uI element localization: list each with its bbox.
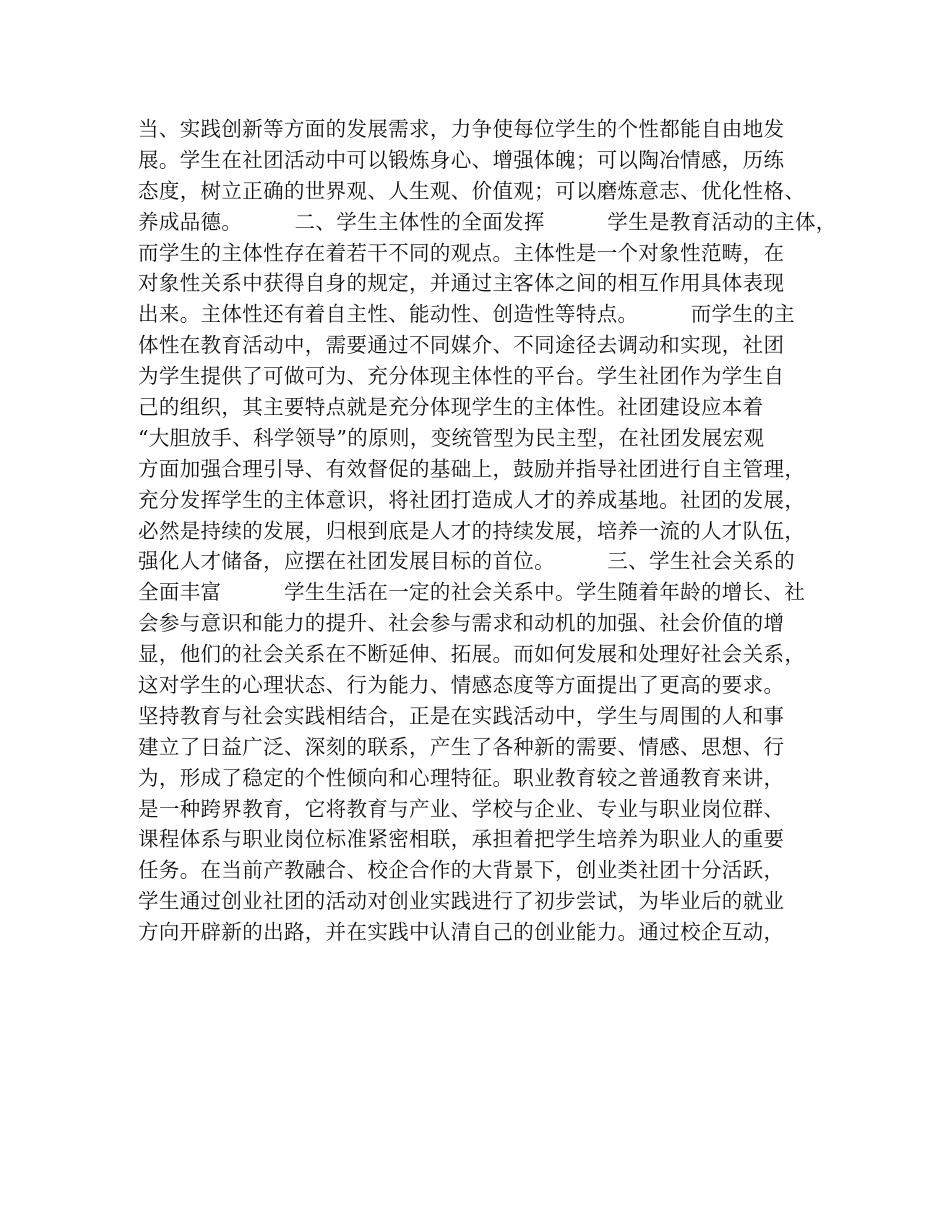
text-line: 展。学生在社团活动中可以锻炼身心、增强体魄；可以陶冶情感，历练 [138,147,785,172]
text-line: 当、实践创新等方面的发展需求，力争使每位学生的个性都能自由地发 [138,117,785,141]
text-line: 对象性关系中获得自身的规定，并通过主客体之间的相互作用具体表现 [138,271,785,296]
text-line: 体性在教育活动中，需要通过不同媒介、不同途径去调动和实现，社团 [138,333,785,358]
text-line: 必然是持续的发展，归根到底是人才的持续发展，培养一流的人才队伍， [138,518,806,543]
text-line: 己的组织，其主要特点就是充分体现学生的主体性。社团建设应本着 [138,395,764,420]
text-line: 方向开辟新的出路，并在实践中认清自己的创业能力。通过校企互动， [138,920,785,945]
text-line: 充分发挥学生的主体意识，将社团打造成人才的养成基地。社团的发展， [138,487,806,512]
text-line: 态度，树立正确的世界观、人生观、价值观；可以磨炼意志、优化性格、 [138,178,806,203]
text-line: 任务。在当前产教融合、校企合作的大背景下，创业类社团十分活跃， [138,858,785,883]
text-line: 课程体系与职业岗位标准紧密相联，承担着把学生培养为职业人的重要 [138,827,785,852]
text-line: 为，形成了稳定的个性倾向和心理特征。职业教育较之普通教育来讲， [138,765,785,790]
text-line: 出来。主体性还有着自主性、能动性、创造性等特点。 而学生的主 [138,302,795,327]
text-line: 养成品德。 二、学生主体性的全面发挥 学生是教育活动的主体， [138,209,837,234]
text-line: 坚持教育与社会实践相结合，正是在实践活动中，学生与周围的人和事 [138,703,785,728]
text-line: 会参与意识和能力的提升、社会参与需求和动机的加强、社会价值的增 [138,611,785,636]
text-line: 学生通过创业社团的活动对创业实践进行了初步尝试，为毕业后的就业 [138,889,785,914]
text-line: “大胆放手、科学领导”的原则，变统管型为民主型，在社团发展宏观 [138,425,765,450]
text-line: 全面丰富 学生生活在一定的社会关系中。学生随着年龄的增长、社 [138,580,806,605]
text-line: 而学生的主体性存在着若干不同的观点。主体性是一个对象性范畴，在 [138,240,785,265]
text-line: 强化人才储备，应摆在社团发展目标的首位。 三、学生社会关系的 [138,549,795,574]
text-line: 建立了日益广泛、深刻的联系，产生了各种新的需要、情感、思想、行 [138,734,785,759]
text-line: 是一种跨界教育，它将教育与产业、学校与企业、专业与职业岗位群、 [138,796,785,821]
text-line: 这对学生的心理状态、行为能力、情感态度等方面提出了更高的要求。 [138,673,785,698]
text-line: 为学生提供了可做可为、充分体现主体性的平台。学生社团作为学生自 [138,364,785,389]
text-line: 显，他们的社会关系在不断延伸、拓展。而如何发展和处理好社会关系， [138,642,806,667]
text-line: 方面加强合理引导、有效督促的基础上，鼓励并指导社团进行自主管理， [138,456,806,481]
body-text [138,114,838,948]
